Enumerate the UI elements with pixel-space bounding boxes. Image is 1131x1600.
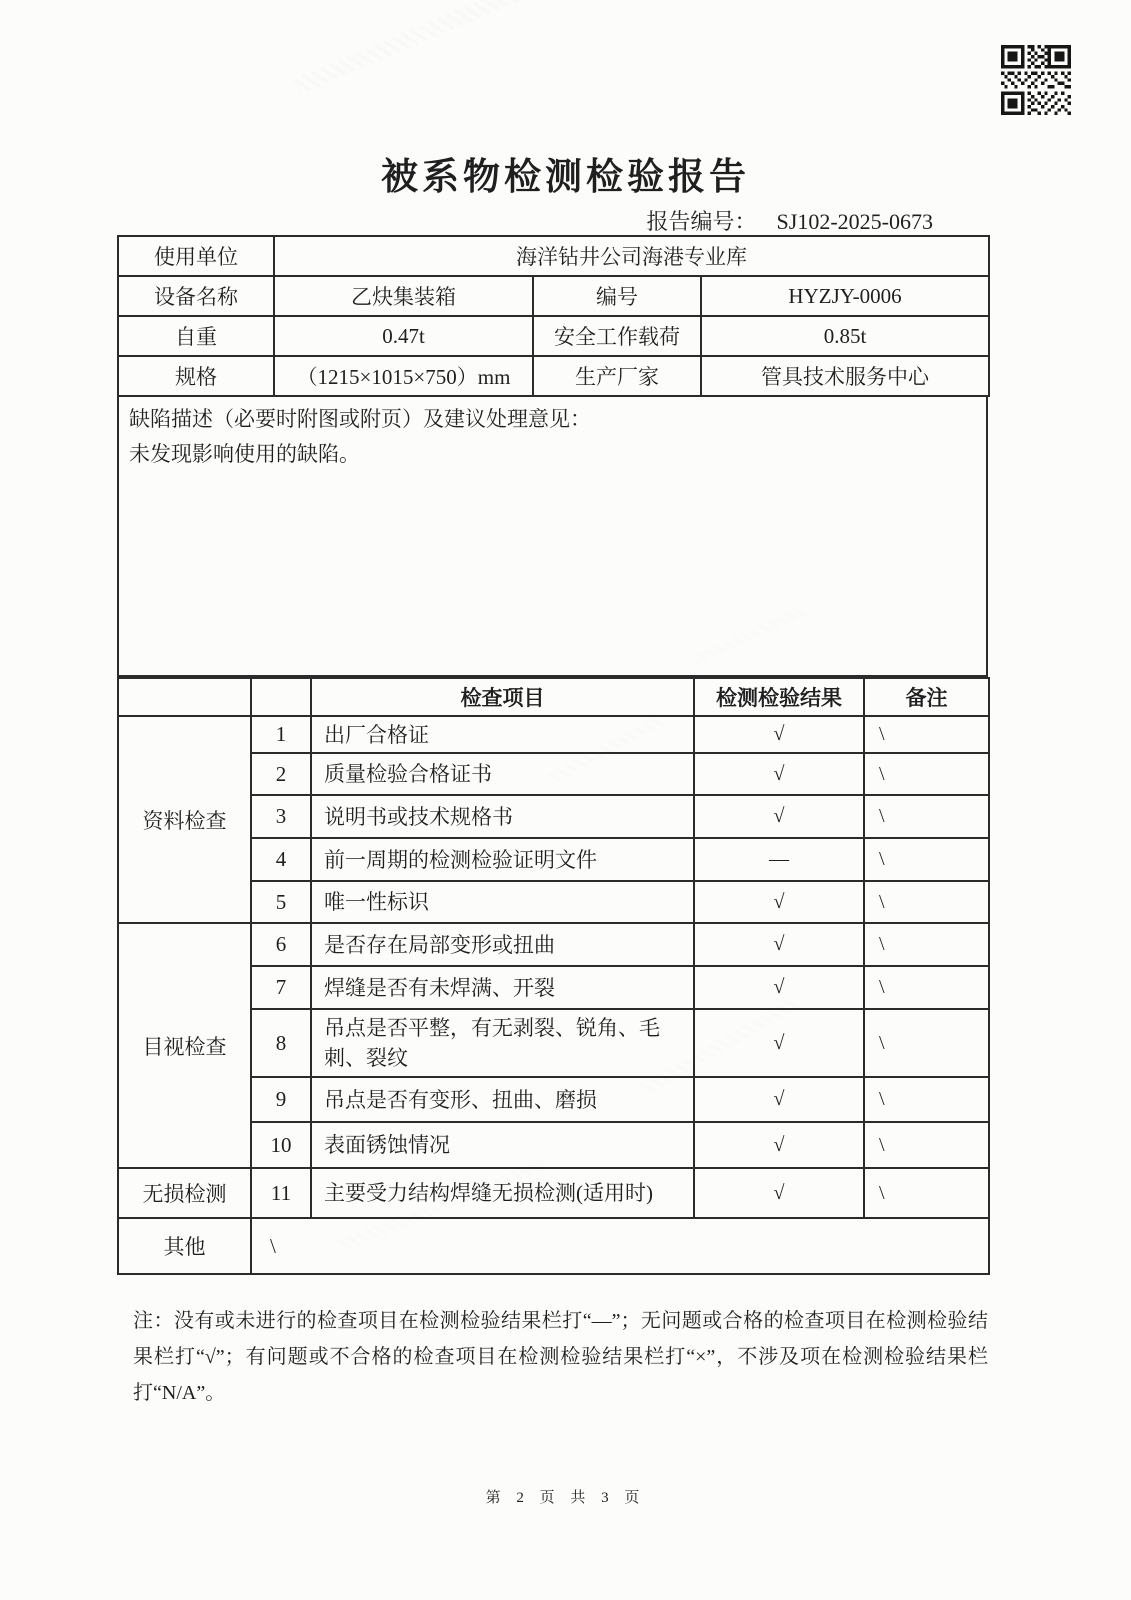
- table-row: [118, 923, 989, 966]
- group-cell-visual-check: 目视检查: [118, 923, 251, 1168]
- page-title: 被系物检测检验报告: [381, 157, 750, 198]
- remark-mark: \: [864, 795, 989, 838]
- remark-mark: \: [864, 923, 989, 966]
- group-cell-ndt: 无损检测: [118, 1168, 251, 1218]
- table-row: [118, 276, 989, 316]
- row-number: 1: [251, 716, 311, 753]
- defect-description-heading: 缺陷描述（必要时附图或附页）及建议处理意见：: [129, 407, 591, 431]
- info-label-safe-working-load: 安全工作载荷: [533, 316, 701, 356]
- result-mark: √: [694, 966, 864, 1009]
- result-mark: √: [694, 795, 864, 838]
- report-number-label: 报告编号：: [646, 209, 757, 234]
- table-row: [118, 1168, 989, 1218]
- defect-description-section: [117, 395, 988, 677]
- header-inspection-item: 检查项目: [311, 678, 694, 716]
- remark-mark: \: [864, 1168, 989, 1218]
- remark-mark: \: [864, 753, 989, 795]
- row-number: 8: [251, 1009, 311, 1077]
- info-value-using-unit: 海洋钻井公司海港专业库: [274, 236, 989, 276]
- inspection-note: 注：没有或未进行的检查项目在检测检验结果栏打“—”；无问题或合格的检查项目在检测检验结果栏打“√”；有问题或不合格的检查项目在检测检验结果栏打“×”，不涉及项在检测检验结果栏打“N/A”。: [133, 1310, 988, 1404]
- row-number: 2: [251, 753, 311, 795]
- remark-mark: \: [864, 716, 989, 753]
- info-label-using-unit: 使用单位: [118, 236, 274, 276]
- table-row: [118, 236, 989, 276]
- item-text: 说明书或技术规格书: [311, 795, 694, 838]
- report-number: [117, 205, 933, 236]
- result-mark: —: [694, 838, 864, 881]
- result-mark: √: [694, 1077, 864, 1122]
- info-value-self-weight: 0.47t: [274, 316, 533, 356]
- header-inspection-result: 检测检验结果: [694, 678, 864, 716]
- info-label-serial-number: 编号: [533, 276, 701, 316]
- remark-mark: \: [864, 838, 989, 881]
- remark-mark: \: [864, 881, 989, 923]
- info-value-specification: （1215×1015×750）mm: [274, 356, 533, 396]
- result-mark: √: [694, 1168, 864, 1218]
- item-text: 主要受力结构焊缝无损检测(适用时): [311, 1168, 694, 1218]
- result-mark: √: [694, 923, 864, 966]
- result-mark: √: [694, 716, 864, 753]
- result-mark: √: [694, 1122, 864, 1168]
- header-number-cell: [251, 678, 311, 716]
- item-text: 吊点是否平整，有无剥裂、锐角、毛刺、裂纹: [311, 1009, 694, 1077]
- row-number: 11: [251, 1168, 311, 1218]
- remark-mark: \: [864, 1009, 989, 1077]
- header-remark: 备注: [864, 678, 989, 716]
- remark-mark: \: [864, 1077, 989, 1122]
- table-row: [118, 716, 989, 753]
- item-text: 吊点是否有变形、扭曲、磨损: [311, 1077, 694, 1122]
- info-value-equipment-name: 乙炔集装箱: [274, 276, 533, 316]
- info-label-manufacturer: 生产厂家: [533, 356, 701, 396]
- table-row: [118, 1218, 989, 1274]
- row-number: 9: [251, 1077, 311, 1122]
- watermark-smudge: [294, 0, 576, 94]
- group-cell-document-check: 资料检查: [118, 716, 251, 923]
- defect-description-content: 未发现影响使用的缺陷。: [129, 442, 360, 466]
- table-header-row: [118, 678, 989, 716]
- row-number: 10: [251, 1122, 311, 1168]
- item-text: 质量检验合格证书: [311, 753, 694, 795]
- item-text: 表面锈蚀情况: [311, 1122, 694, 1168]
- remark-mark: \: [864, 1122, 989, 1168]
- row-number: 6: [251, 923, 311, 966]
- equipment-info-table: [117, 235, 990, 397]
- row-number: 7: [251, 966, 311, 1009]
- result-mark: √: [694, 1009, 864, 1077]
- header-group-cell: [118, 678, 251, 716]
- info-label-specification: 规格: [118, 356, 274, 396]
- info-label-self-weight: 自重: [118, 316, 274, 356]
- table-row: [118, 356, 989, 396]
- report-number-value: SJ102-2025-0673: [776, 209, 933, 234]
- row-number: 3: [251, 795, 311, 838]
- item-text: 焊缝是否有未焊满、开裂: [311, 966, 694, 1009]
- row-number: 5: [251, 881, 311, 923]
- table-row: [118, 316, 989, 356]
- info-label-equipment-name: 设备名称: [118, 276, 274, 316]
- item-text: 是否存在局部变形或扭曲: [311, 923, 694, 966]
- inspection-checklist-table: [117, 677, 990, 1275]
- info-value-manufacturer: 管具技术服务中心: [701, 356, 989, 396]
- item-text: 唯一性标识: [311, 881, 694, 923]
- result-mark: √: [694, 753, 864, 795]
- group-cell-other: 其他: [118, 1218, 251, 1274]
- page-number: 第 2 页 共 3 页: [485, 1490, 646, 1506]
- result-mark: √: [694, 881, 864, 923]
- qr-code-icon: [1001, 45, 1071, 115]
- row-number: 4: [251, 838, 311, 881]
- remark-mark: \: [864, 966, 989, 1009]
- other-value: \: [251, 1218, 989, 1274]
- info-value-serial-number: HYZJY-0006: [701, 276, 989, 316]
- info-value-safe-working-load: 0.85t: [701, 316, 989, 356]
- item-text: 前一周期的检测检验证明文件: [311, 838, 694, 881]
- item-text: 出厂合格证: [311, 716, 694, 753]
